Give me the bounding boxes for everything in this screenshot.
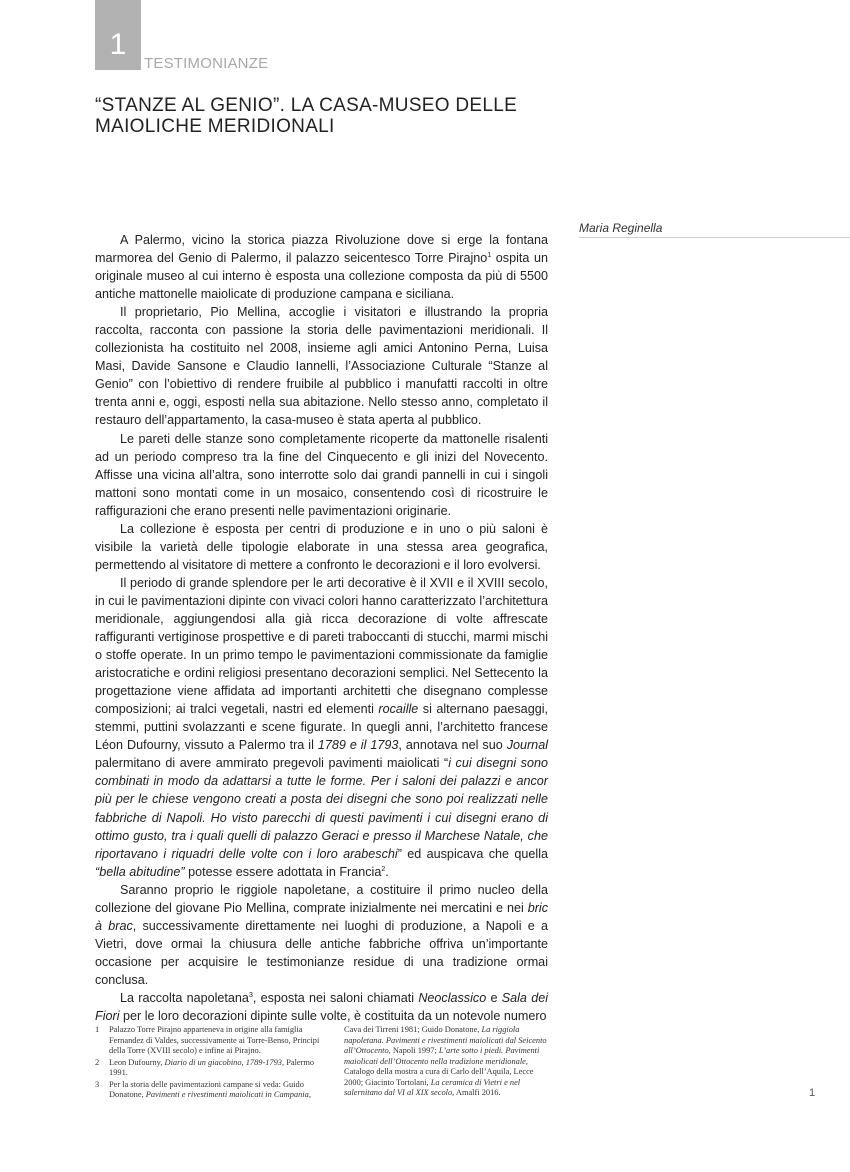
italic-term: “bella abitudine” [95,864,185,879]
text-run: potesse essere adottata in Francia [184,864,382,879]
italic-title: Diario di un giacobino, 1789-1793 [164,1057,282,1067]
paragraph-4: La collezione è esposta per centri di produzione e in uno o più saloni è visibile la varietà delle tipologie elaborate in una stessa area geografica, permettendo al visitatore di mettere a confronto le decorazioni e il loro evolversi. [95,521,548,572]
footnotes-column-left [95,1025,320,1102]
text-run: , annotava nel suo [398,738,507,753]
text-run: , esposta nei saloni chiamati [252,990,419,1005]
text-run: , Napoli 1997; [388,1046,439,1055]
paragraph-6 [95,881,548,989]
text-run: per le loro decorazioni dipinte sulle volte, è costituita da un notevole numero [119,1009,547,1024]
paragraph-1 [95,231,548,303]
title-line-2: MAIOLICHE MERIDIONALI [95,116,335,137]
footnote-number: 2 [95,1057,100,1067]
page-number: 1 [809,1087,816,1099]
footnote-ref-2[interactable]: 2 [381,865,386,873]
footnote-ref-3[interactable]: 3 [248,991,253,999]
italic-title: La ceramica di Vietri e nel salernitano dal VI al XIX secolo [344,1077,521,1097]
footnote-3-continued [344,1025,549,1099]
chapter-tab [95,0,141,70]
text-run: e [486,990,502,1005]
text-run: Per la storia delle pavimentazioni campane si veda: Guido Donatone, [109,1079,304,1099]
footnote-ref-1[interactable]: 1 [487,251,492,259]
footnote-text [109,1080,320,1101]
text-run: , [308,1090,311,1099]
footnote-text [109,1058,320,1079]
paragraph-2: Il proprietario, Pio Mellina, accoglie i visitatori e illustrando la propria raccolta, racconta con passione la storia delle pavimentazioni meridionali. Il collezionista ha costituito nel 2008, insieme agli amici Antonino Perna, Luisa Masi, Davide Sansone e Claudio Iannelli, l’Associazione Culturale “Stanze al Genio” con l’obiettivo di rendere fruibile al pubblico i manufatti raccolti in oltre trenta anni e, oggi, esposti nella sua abitazione. Nello stesso anno, completato il restauro dell’appartamento, la casa-museo è stata aperta al pubblico. [95,305,548,428]
text-run: , Amalfi 2016. [452,1088,501,1097]
paragraph-7 [95,989,548,1025]
italic-term: rocaille [378,702,419,717]
italic-term: Journal [506,738,548,753]
italic-title: Pavimenti e rivestimenti maiolicati in Campania [145,1090,309,1099]
paragraph-5 [95,574,548,881]
footnote-text: Palazzo Torre Pirajno apparteneva in origine alla famiglia Fernandez di Valdes, successivamente ai Torre-Benso, Principi della Torre (XVIII secolo) e infine ai Pirajno. [109,1025,320,1055]
italic-term: Sala dei Fiori [95,990,548,1024]
text-run: ” ed auspicava che quella [397,846,548,861]
text-run: La raccolta napoletana [120,990,249,1005]
italic-term: Neoclassico [418,990,487,1005]
section-label: TESTIMONIANZE [144,55,269,72]
author-name: Maria Reginella [579,221,850,238]
italic-quote: i cui disegni sono combinati in modo da adattarsi a tutte le forme. Per i saloni dei palazzi e ancor più per le chiese vengono creati a posta dei disegni che sono poi realizzati nelle fabbriche di Napoli. Ho visto parecchi di questi pavimenti i cui disegni erano di ottimo gusto, tra i quali quelli di palazzo Geraci e presso il Marchese Natale, che riportavano i riquadri delle volte con i loro arabeschi [95,756,548,861]
text-run: Cava dei Tirreni 1981; Guido Donatone, [344,1025,482,1034]
footnotes-column-right [344,1025,549,1099]
footnote-3 [95,1080,320,1101]
footnote-2 [95,1058,320,1079]
chapter-number: 1 [109,28,127,61]
italic-term: bric à brac [95,900,548,933]
italic-title: La riggiola napoletana. Pavimenti e rivestimenti maiolicati dal Seicento all’Ottocento [344,1025,547,1055]
text-run: si alternano paesaggi, stemmi, puttini svolazzanti e scene figurate. In quegli anni, l’architetto francese Léon Dufourny, vissuto a Palermo tra il [95,702,548,753]
text-run: Leon Dufourny, [109,1057,165,1067]
italic-term: 1789 e il 1793 [317,738,399,753]
text-run: , Catalogo della mostra a cura di Carlo dell’Aquila, Lecce 2000; Giacinto Tortolani, [344,1056,534,1087]
article-title [95,95,615,137]
text-run: palermitano di avere ammirato pregevoli pavimenti maiolicati “ [95,756,449,771]
footnote-number: 1 [95,1025,100,1034]
paragraph-3: Le pareti delle stanze sono completamente ricoperte da mattonelle risalenti ad un periodo compreso tra la fine del Cinquecento e gli inizi del Novecento. Affisse una vicina all’altra, sono interrotte solo dai grandi pannelli in cui i singoli mattoni sono montati come in un mosaico, consentendo così di ricostruire le raffigurazioni che erano presenti nelle pavimentazioni originarie. [95,431,548,518]
italic-title: L’arte sotto i piedi. Pavimenti maiolicati dell’Ottocento nella tradizione meridionale [344,1046,540,1066]
text-run: , successivamente direttamente nei luoghi di produzione, a Napoli e a Vietri, dove ormai la chiusura delle antiche fabbriche offriva un’importante occasione per acquisire le testimonianze residue di una tradizione ormai conclusa. [95,918,548,987]
text-run: A Palermo, vicino la storica piazza Rivoluzione dove si erge la fontana marmorea del Genio di Palermo, il palazzo seicentesco Torre Pirajno [95,233,548,266]
text-run: . [385,864,389,879]
footnote-number: 3 [95,1079,100,1089]
text-run: , Palermo 1991. [109,1057,315,1077]
footnote-1 [95,1025,320,1057]
text-run: Il periodo di grande splendore per le arti decorative è il XVII e il XVIII secolo, in cui le pavimentazioni dipinte con vivaci colori hanno caratterizzato l’architettura meridionale, aggiungendosi alla già ricca decorazione di volte affrescate raffiguranti vertiginose prospettive e di pareti traboccanti di stucchi, marmi mischi o stoffe operate. In un primo tempo le pavimentazioni commissionate da famiglie aristocratiche e ordini religiosi presentano decorazioni semplici. Nel Settecento la progettazione viene affidata ad importanti architetti che disegnano complesse composizioni; ai tralci vegetali, nastri ed elementi [95,575,548,717]
text-run: ospita un originale museo al cui interno è esposta una collezione composta da più di 5500 antiche mattonelle maiolicate di produzione campana e siciliana. [95,251,548,302]
text-run: Saranno proprio le riggiole napoletane, a costituire il primo nucleo della collezione del giovane Pio Mellina, comprate inizialmente nei mercatini e nei [95,882,548,915]
article-body [95,231,548,1025]
title-line-1: “STANZE AL GENIO”. LA CASA-MUSEO DELLE [95,95,518,116]
